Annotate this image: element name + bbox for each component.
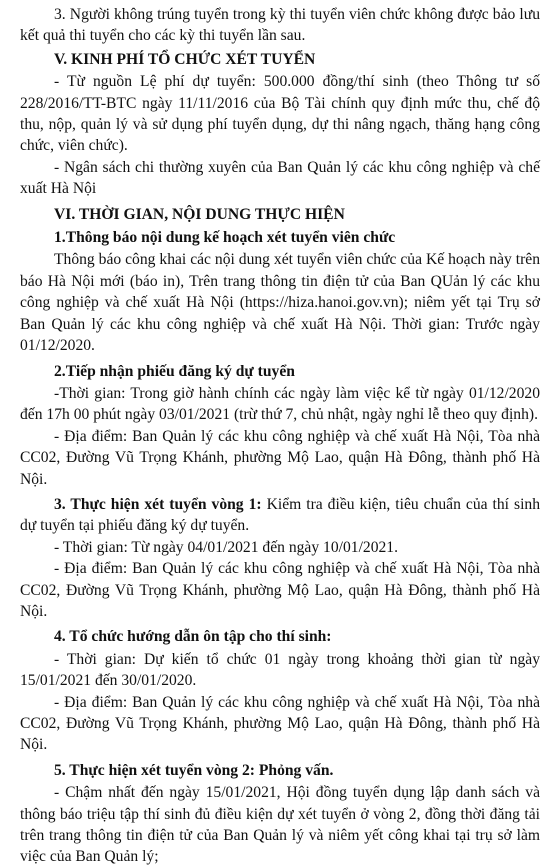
subsection-2-location: - Địa điểm: Ban Quản lý các khu công nghiệp và chế xuất Hà Nội, Tòa nhà CC02, Đường Vũ Trọng Khánh, phường Mộ Lao, quận Hà Đông, thành phố Hà Nội. — [20, 427, 540, 488]
section-v-heading: V. KINH PHÍ TỔ CHỨC XÉT TUYỂN — [54, 50, 316, 68]
subsection-4-heading: 4. Tổ chức hướng dẫn ôn tập cho thí sinh: — [54, 628, 332, 646]
paragraph-no-reservation: 3. Người không trúng tuyển trong kỳ thi tuyển viên chức không được bảo lưu kết quả thi tuyển cho các kỳ thi tuyển lần sau. — [20, 6, 540, 45]
subsection-1-heading: 1.Thông báo nội dung kế hoạch xét tuyển viên chức — [54, 229, 396, 247]
subsection-4-location: - Địa điểm: Ban Quản lý các khu công nghiệp và chế xuất Hà Nội, Tòa nhà CC02, Đường Vũ Trọng Khánh, phường Mộ Lao, quận Hà Đông, thành phố Hà Nội. — [20, 693, 540, 754]
subsection-5-heading: 5. Thực hiện xét tuyển vòng 2: Phỏng vấn. — [54, 761, 334, 779]
subsection-1-paragraph: Thông báo công khai các nội dung xét tuyển viên chức của Kế hoạch này trên báo Hà Nội mới (báo in), Trên trang thông tin điện tử của Ban QUản lý các khu công nghiệp và chế xuất Hà Nội (https://hiza.hanoi.gov.vn); niêm yết tại Trụ sở Ban Quản lý các khu công nghiệp và chế xuất Hà Nội. Thời gian: Trước ngày 01/12/2020. — [20, 251, 540, 355]
subsection-3-intro — [20, 494, 540, 537]
subsection-3-lead: Kiểm tra điều kiện, tiêu chuẩn của thí sinh dự tuyển tại phiếu đăng ký dự tuyển. — [20, 495, 540, 535]
subsection-3-time: - Thời gian: Từ ngày 04/01/2021 đến ngày 10/01/2021. — [54, 538, 398, 556]
subsection-2-heading: 2.Tiếp nhận phiếu đăng ký dự tuyển — [54, 362, 295, 380]
subsection-5-paragraph: - Chậm nhất đến ngày 15/01/2021, Hội đồng tuyển dụng lập danh sách và thông báo triệu tập thí sinh đủ điều kiện dự xét tuyển ở vòng 2, đồng thời đăng tải trên trang thông tin điện tử của Ban Quản lý và niêm yết công khai tại trụ sở làm việc của Ban Quản lý; — [20, 784, 540, 866]
subsection-3-heading: 3. Thực hiện xét tuyển vòng 1: — [54, 495, 262, 513]
subsection-4-time: - Thời gian: Dự kiến tổ chức 01 ngày trong khoảng thời gian từ ngày 15/01/2021 đến 30/01/2020. — [20, 650, 540, 690]
section-v-budget-paragraph: - Ngân sách chi thường xuyên của Ban Quản lý các khu công nghiệp và chế xuất Hà Nội — [20, 158, 540, 198]
subsection-2-time: -Thời gian: Trong giờ hành chính các ngày làm việc kể từ ngày 01/12/2020 đến 17h 00 phút ngày 03/01/2021 (trừ thứ 7, chủ nhật, ngày nghỉ lễ theo quy định). — [20, 384, 540, 424]
section-v-fee-paragraph: - Từ nguồn Lệ phí dự tuyển: 500.000 đồng/thí sinh (theo Thông tư số 228/2016/TT-BTC ngày 11/11/2016 của Bộ Tài chính quy định mức thu, chế độ thu, nộp, quản lý và sử dụng phí tuyển dụng, dự thi nâng ngạch, thăng hạng công chức, viên chức). — [20, 73, 540, 155]
section-vi-heading: VI. THỜI GIAN, NỘI DUNG THỰC HIỆN — [54, 205, 345, 223]
subsection-3-location: - Địa điểm: Ban Quản lý các khu công nghiệp và chế xuất Hà Nội, Tòa nhà CC02, Đường Vũ Trọng Khánh, phường Mộ Lao, quận Hà Đông, thành phố Hà Nội. — [20, 560, 540, 620]
